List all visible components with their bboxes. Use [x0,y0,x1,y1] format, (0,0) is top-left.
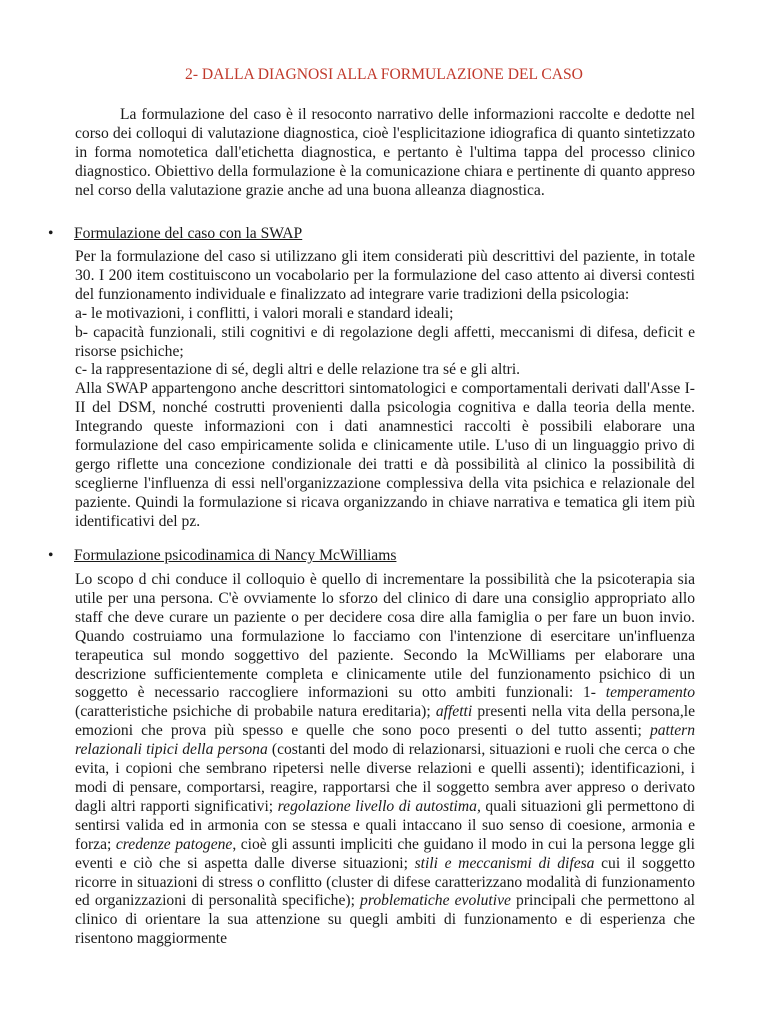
swap-section-body [75,248,695,532]
section-heading-swap [48,225,708,244]
text-run: presenti nella vita della persona,le emozioni che prova più spesso e quelle che sono poco presenti o del tutto assenti; [75,703,695,740]
text-run: , cioè gli assunti impliciti che guidano il modo in cui la persona legge gli eventi e ciò che si aspetta dalle diverse situazioni; [75,835,695,872]
text-run: cui il soggetto ricorre in situazioni di stress o conflitto (cluster di difese caratterizzano modalità di funzionamento ed organizzazioni di personalità specifiche); [75,854,695,910]
swap-paragraph-2: Alla SWAP appartengono anche descrittori sintomatologici e comportamentali derivati dall'Asse I-II del DSM, nonché costrutti provenienti dalla psicologia cognitiva e dalla teoria della mente. Integrando queste informazioni con i dati anamnestici raccolti è possibili elaborare una formulazione del caso empiricamente solida e clinicamente utile. L'uso di un linguaggio privo di gergo riflette una concezione condizionale dei tratti e dà possibilità al clinico la possibilità di sceglierne l'influenza di essi nell'organizzazione complessiva della vita psichica e relazionale del paziente. Quindi la formulazione si ricava organizzando in chiave narrativa e tematica gli item più identificativi del pz. [75,380,695,530]
italic-term: regolazione livello di autostima, [277,797,481,815]
italic-term: pattern relazionali tipici della persona [75,722,695,759]
swap-item-b: b- capacità funzionali, stili cognitivi e di regolazione degli affetti, meccanismi di difesa, deficit e risorse psichiche; [75,323,695,360]
section-heading-mcwilliams [48,547,708,566]
intro-paragraph: La formulazione del caso è il resoconto narrativo delle informazioni raccolte e dedotte nel corso dei colloqui di valutazione diagnostica, cioè l'esplicitazione idiografica di quanto sintetizzato in forma nomotetica dall'etichetta diagnostica, e pertanto è l'ultima tappa del processo clinico diagnostico. Obiettivo della formulazione è la comunicazione chiara e pertinente di quanto appreso nel corso della valutazione grazie anche ad una buona alleanza diagnostica. [75,106,695,199]
page-title: 2- DALLA DIAGNOSI ALLA FORMULAZIONE DEL CASO [185,66,583,83]
text-run: quali situazioni gli permettono di sentirsi valida ed in armonia con se stessa e quali intaccano il suo senso di coesione, armonia e forza; [75,797,695,853]
text-run: principali che permettono al clinico di orientare la sua attenzione su quegli ambiti di funzionamento e di esperienza che risentono maggiormente [75,892,696,948]
italic-term: stili e meccanismi di difesa [414,854,595,872]
italic-term: affetti [435,703,473,721]
swap-item-a: a- le motivazioni, i conflitti, i valori morali e standard ideali; [75,304,454,322]
text-run: Lo scopo d chi conduce il colloquio è quello di incrementare la possibilità che la psicoterapia sia utile per una persona. C'è ovviamente lo sforzo del clinico di dare una consiglio appropriato allo staff che deve curare un paziente o per decidere cosa dire alla famiglia o per fare un buon invio. Quando costruiamo una formulazione lo facciamo con l'intenzione di esercitare un'influenza terapeutica sul mondo soggettivo del paziente. Secondo la McWilliams per elaborare una descrizione sufficientemente completa e clinicamente utile del funzionamento psichico di un soggetto è necessario raccogliere informazioni su otto ambiti funzionali: 1- [75,571,695,702]
mcwilliams-paragraph [75,571,695,949]
italic-term: problematiche evolutive [360,892,511,910]
text-run: (costanti del modo di relazionarsi, situazioni e ruoli che cerca o che evita, i copioni che sembrano ripetersi nelle diverse relazioni e quelli assenti); identificazioni, i modi di pensare, comportarsi, reagire, rapportarsi che il soggetto sembra aver appreso o derivato dagli altri rapporti significativi; [75,741,695,815]
section-heading-text: Formulazione psicodinamica di Nancy McWilliams [74,547,397,564]
section-heading-text: Formulazione del caso con la SWAP [74,225,303,242]
swap-item-c: c- la rappresentazione di sé, degli altri e delle relazione tra sé e gli altri. [75,361,521,379]
swap-paragraph: Per la formulazione del caso si utilizzano gli item considerati più descrittivi del paziente, in totale 30. I 200 item costituiscono un vocabolario per la formulazione del caso attento ai diversi contesti del funzionamento individuale e finalizzato ad integrare varie tradizioni della psicologia: [75,248,695,303]
italic-term: credenze patogene [115,835,233,853]
italic-term: temperamento [605,684,695,702]
bullet-icon: • [48,547,54,564]
bullet-icon: • [48,225,54,242]
text-run: (caratteristiche psichiche di probabile natura ereditaria); [75,703,436,721]
